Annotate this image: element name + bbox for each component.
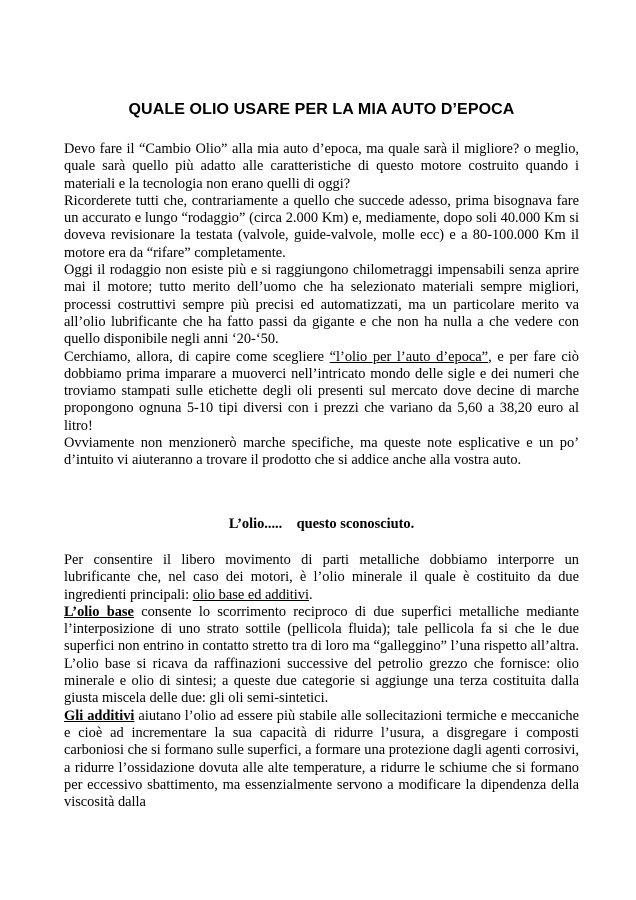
document-title: QUALE OLIO USARE PER LA MIA AUTO D’EPOCA [128, 101, 515, 118]
intro-section [64, 141, 579, 470]
underlined-ingredients: olio base ed additivi [192, 586, 309, 603]
paragraph-1: Devo fare il “Cambio Olio” alla mia auto d’epoca, ma quale sarà il migliore? o meglio, quale sarà quello più adatto alle caratteristiche di questo motore costruito quando i materiali e la tecnologia non erano quelli di oggi? [64, 141, 579, 192]
paragraph-6-text-b: . [309, 586, 313, 603]
section-subtitle: L’olio..... questo sconosciuto. [228, 516, 415, 532]
paragraph-7-text: consente lo scorrimento reciproco di due superfici metalliche mediante l’interposizione di uno strato sottile (pellicola fluida); tale pellicola fa si che le due superfici non entrino in contatto stretto tra di loro ma “galleggino” l’una rispetto all’altra. L’olio base si ricava da raffinazioni successive del petrolio grezzo che fornisce: olio minerale e olio di sintesi; a queste due categorie si aggiunge una terza costituita dalla giusta miscela delle due: gli oli semi-sintetici. [64, 603, 579, 707]
paragraph-6-text-a: Per consentire il libero movimento di parti metalliche dobbiamo interporre un lubrificante che, nel caso dei motori, è l’olio minerale il quale è costituito da due ingredienti principali: [64, 552, 579, 603]
underlined-phrase: “l’olio per l’auto d’epoca” [329, 348, 489, 365]
additivi-heading: Gli additivi [64, 707, 135, 724]
paragraph-4-text-a: Cerchiamo, allora, di capire come scegliere [64, 348, 330, 365]
paragraph-3: Oggi il rodaggio non esiste più e si raggiungono chilometraggi impensabili senza aprire mai il motore; tutto merito dell’uomo che ha selezionato materiali sempre migliori, processi costruttivi sempre più precisi ed automatizzati, ma un particolare merito va all’olio lubrificante che ha fatto passi da gigante e che non ha nulla a che vedere con quello disponibile negli anni ‘20-‘50. [64, 262, 579, 348]
paragraph-6 [64, 552, 579, 604]
paragraph-8-text: aiutano l’olio ad essere più stabile alle sollecitazioni termiche e meccaniche e cioè ad incrementare la sua capacità di ridurre l’usura, a disgregare i composti carboniosi che si formano sulle superfici, a formare una protezione dagli agenti corrosivi, a ridurre l’ossidazione dovuta alle alte temperature, a ridurre le schiume che si formano per eccessivo sbattimento, ma essenzialmente servono a modificare la dipendenza della viscosità dalla [64, 707, 579, 811]
paragraph-8 [64, 708, 579, 812]
paragraph-5: Ovviamente non menzionerò marche specifiche, ma queste note esplicative e un po’ d’intuito vi aiuteranno a trovare il prodotto che si addice anche alla vostra auto. [64, 435, 579, 469]
paragraph-2: Ricorderete tutti che, contrariamente a quello che succede adesso, prima bisognava fare un accurato e lungo “rodaggio” (circa 2.000 Km) e, mediamente, dopo soli 40.000 Km si doveva revisionare la testata (valvole, guide-valvole, molle ecc) e a 80-100.000 Km il motore era da “rifare” completamente. [64, 192, 579, 261]
paragraph-4-text-b: , e per fare ciò dobbiamo prima imparare a muoverci nell’intricato mondo delle sigle e dei numeri che troviamo stampati sulle etichette degli oli presenti sul mercato dove decine di marche propongono ognuna 5-10 tipi diversi con i prezzi che variano da 5,60 a 38,20 euro al litro! [64, 348, 579, 434]
paragraph-4 [64, 349, 579, 435]
paragraph-7 [64, 604, 579, 708]
olio-base-heading: L’olio base [64, 603, 134, 620]
oil-section [64, 552, 579, 811]
